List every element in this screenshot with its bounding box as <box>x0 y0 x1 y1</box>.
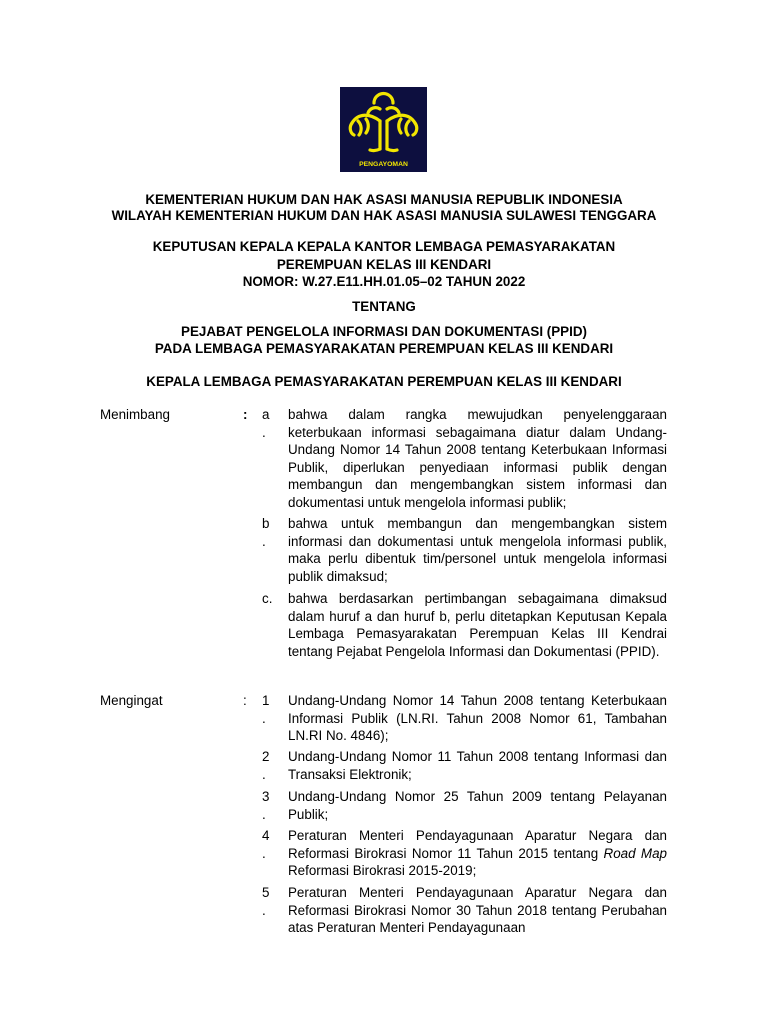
subject-line1: PEJABAT PENGELOLA INFORMASI DAN DOKUMENTASI (PPID) <box>181 324 587 339</box>
about-heading: TENTANG <box>352 299 416 314</box>
region-title: WILAYAH KEMENTERIAN HUKUM DAN HAK ASASI MANUSIA SULAWESI TENGGARA <box>111 208 657 223</box>
mengingat-item-5: Peraturan Menteri Pendayagunaan Aparatur Negara dan Reformasi Birokrasi Nomor 30 Tahun 2018 tentang Perubahan atas Peraturan Menteri Pendayagunaan <box>288 885 667 935</box>
issuer-heading: KEPALA LEMBAGA PEMASYARAKATAN PEREMPUAN KELAS III KENDARI <box>146 374 622 389</box>
subject-line2: PADA LEMBAGA PEMASYARAKATAN PEREMPUAN KELAS III KENDARI <box>154 341 614 356</box>
decree-title-line2: PEREMPUAN KELAS III KENDARI <box>276 257 492 272</box>
decree-number: NOMOR: W.27.E11.HH.01.05–02 TAHUN 2022 <box>242 274 526 289</box>
mengingat-colon: : <box>243 693 247 708</box>
menimbang-colon: : <box>243 407 248 422</box>
pengayoman-logo <box>340 87 427 172</box>
list-marker: b . <box>262 516 270 549</box>
menimbang-item-c: bahwa berdasarkan pertimbangan sebagaimana dimaksud dalam huruf a dan huruf b, perlu ditetapkan Keputusan Kepala Lembaga Pemasyarakatan Perempuan Kelas III Kendrai tentang Pejabat Pengelola Informasi dan Dokumentasi (PPID). <box>288 591 667 659</box>
mengingat-item-3: Undang-Undang Nomor 25 Tahun 2009 tentang Pelayanan Publik; <box>288 789 667 822</box>
mengingat-item-2: Undang-Undang Nomor 11 Tahun 2008 tentang Informasi dan Transaksi Elektronik; <box>288 749 667 782</box>
list-marker: 4 . <box>262 828 270 861</box>
decree-title-line1: KEPUTUSAN KEPALA KEPALA KANTOR LEMBAGA PEMASYARAKATAN <box>152 239 616 254</box>
mengingat-item-1: Undang-Undang Nomor 14 Tahun 2008 tentang Keterbukaan Informasi Publik (LN.RI. Tahun 2008 Nomor 61, Tambahan LN.RI No. 4846); <box>288 693 667 743</box>
list-marker: 2 . <box>262 749 270 782</box>
logo-caption: PENGAYOMAN <box>359 161 408 168</box>
ministry-title: KEMENTERIAN HUKUM DAN HAK ASASI MANUSIA REPUBLIK INDONESIA <box>145 192 623 207</box>
menimbang-item-a: bahwa dalam rangka mewujudkan penyelenggaraan keterbukaan informasi sebagaimana diatur dalam Undang-Undang Nomor 14 Tahun 2008 tentang Keterbukaan Informasi Publik, diperlukan penyediaan informasi publik dengan membangun dan mengembangkan sistem informasi dan dokumentasi untuk mengelola informasi publik; <box>288 407 667 510</box>
road-map-italic: Road Map <box>603 845 667 861</box>
menimbang-item-b: bahwa untuk membangun dan mengembangkan sistem informasi dan dokumentasi untuk mengelola informasi publik, maka perlu dibentuk tim/personel untuk mengelola informasi publik dimaksud; <box>288 516 667 584</box>
list-marker: 3 . <box>262 789 270 822</box>
list-marker: 1 . <box>262 693 270 726</box>
menimbang-label: Menimbang <box>100 407 170 422</box>
mengingat-label: Mengingat <box>100 693 163 708</box>
list-marker: 5 . <box>262 885 270 918</box>
list-marker: a . <box>262 407 270 440</box>
list-marker: c. <box>262 591 273 606</box>
mengingat-item-4: Peraturan Menteri Pendayagunaan Aparatur Negara dan Reformasi Birokrasi Nomor 11 Tahun 2015 tentang Road Map Reformasi Birokrasi 2015-2019; <box>288 828 667 878</box>
tree-emblem-icon <box>340 87 427 172</box>
